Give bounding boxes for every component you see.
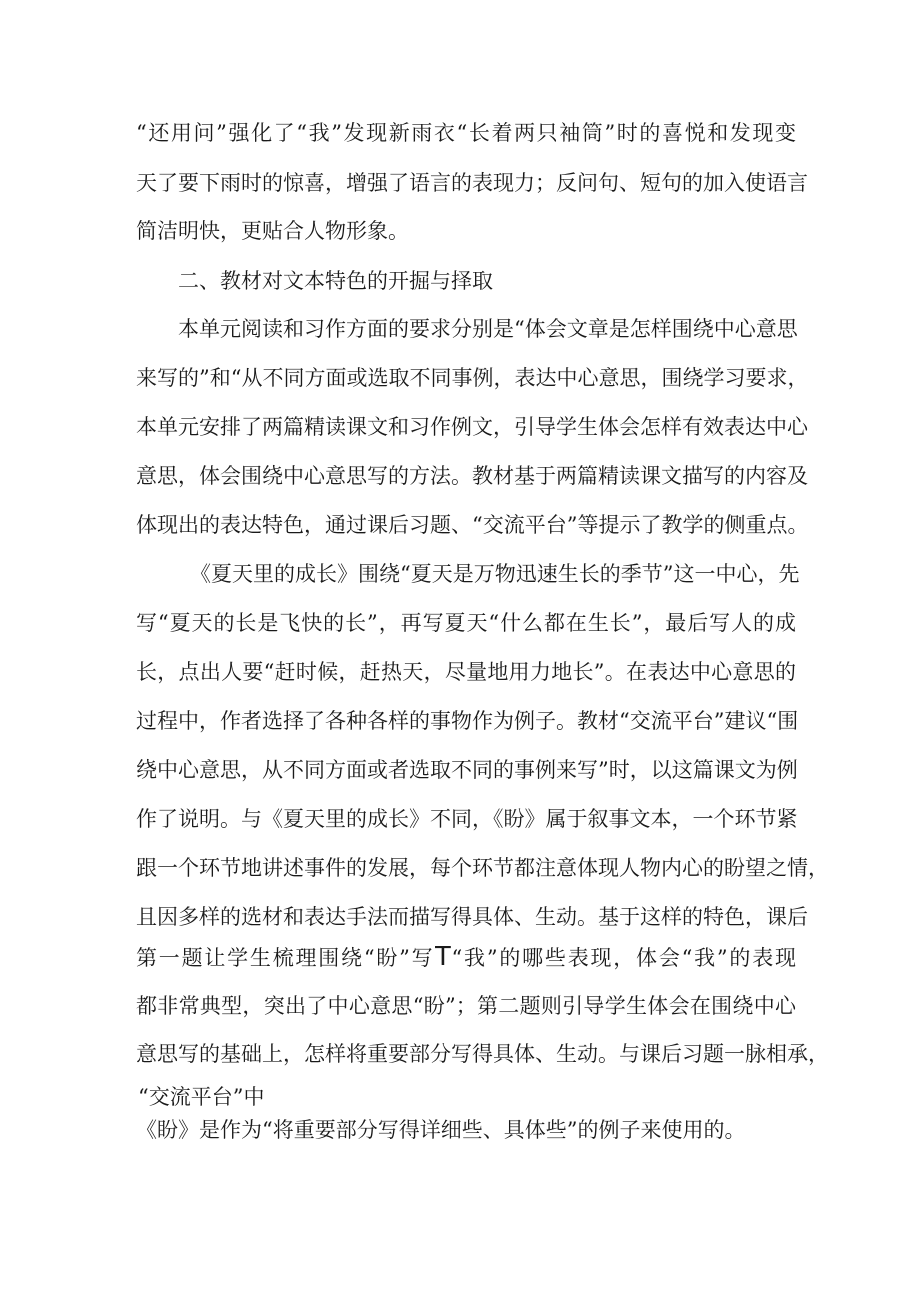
- text-line: 且因多样的选材和表达手法而描写得具体、生动。基于这样的特色，课后: [136, 905, 808, 929]
- text-line: 绕中心意思，从不同方面或者选取不同的事例来写”时，以这篇课文为例: [136, 758, 798, 782]
- text-line-with-glyph: [136, 941, 796, 973]
- stray-t-glyph: T: [434, 940, 452, 971]
- text-line: “交流平台”中: [138, 1085, 265, 1109]
- text-line: 体现出的表达特色，通过课后习题、“交流平台”等提示了教学的侧重点。: [136, 513, 809, 537]
- text-line: 《夏天里的成长》围绕“夏天是万物迅速生长的季节”这一中心，先: [190, 562, 800, 586]
- text-line: 来写的”和“从不同方面或选取不同事例，表达中心意思，围绕学习要求，: [136, 366, 809, 390]
- text-line: 写“夏天的长是飞快的长”，再写夏天“什么都在生长”，最后写人的成: [136, 611, 796, 635]
- text-line: 本单元安排了两篇精读课文和习作例文，引导学生体会怎样有效表达中心: [136, 415, 808, 439]
- text-line: 都非常典型，突出了中心意思“盼”；第二题则引导学生体会在围绕中心: [136, 994, 796, 1018]
- text-line: 作了说明。与《夏天里的成长》不同，《盼》属于叙事文本，一个环节紧: [136, 807, 798, 831]
- text-line: 意思写的基础上，怎样将重要部分写得具体、生动。与课后习题一脉相承，: [136, 1042, 829, 1066]
- section-heading: 二、教材对文本特色的开掘与择取: [178, 269, 493, 293]
- text-line: “还用问”强化了“我”发现新雨衣“长着两只袖筒”时的喜悦和发现变: [136, 121, 796, 145]
- text-line: 本单元阅读和习作方面的要求分别是“体会文章是怎样围绕中心意思: [178, 317, 798, 341]
- text-line: 过程中，作者选择了各种各样的事物作为例子。教材“交流平台”建议“围: [136, 709, 799, 733]
- text-line: 长，点出人要“赶时候，赶热天，尽量地用力地长”。在表达中心意思的: [136, 660, 796, 684]
- text-line: 跟一个环节地讲述事件的发展，每个环节都注意体现人物内心的盼望之情，: [136, 856, 829, 880]
- text-segment: “我”的哪些表现，体会“我”的表现: [451, 946, 796, 970]
- text-segment: 第一题让学生梳理围绕“盼”写: [136, 946, 435, 970]
- text-line: 意思，体会围绕中心意思写的方法。教材基于两篇精读课文描写的内容及: [136, 464, 808, 488]
- text-line: 《盼》是作为“将重要部分写得详细些、具体些”的例子来使用的。: [136, 1118, 746, 1142]
- text-line: 天了要下雨时的惊喜，增强了语言的表现力；反问句、短句的加入使语言: [136, 171, 808, 195]
- text-line: 简洁明快，更贴合人物形象。: [136, 219, 409, 243]
